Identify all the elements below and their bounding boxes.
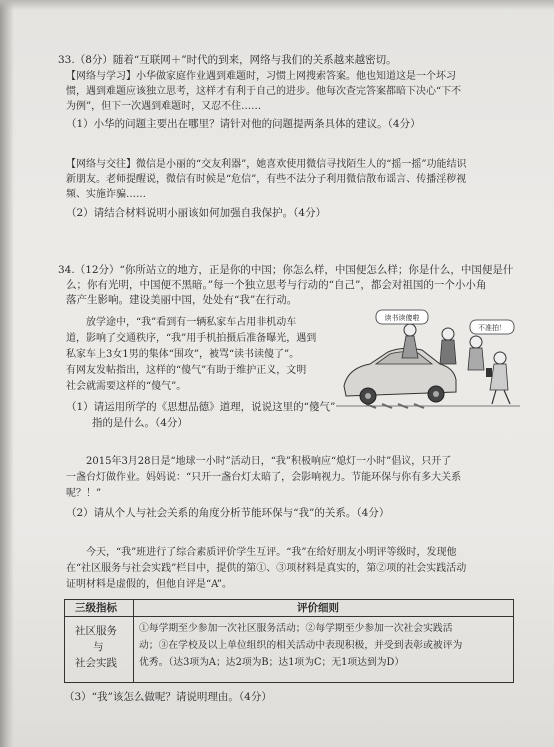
q34-story2-line2: 一盏台灯做作业。妈妈说：“只开一盏台灯太暗了，会影响视力。节能环保与你有多大关系 — [66, 472, 462, 483]
q33-question-1: （1）小华的问题主要出在哪里？请针对他的问题提两条具体的建议。（4分） — [66, 118, 421, 130]
q34-question-3: （3）“我”该怎么做呢？请说明理由。（4分） — [64, 691, 272, 703]
q34-intro-line3: 落产生影响。建设美丽中国，处处有“我”在行动。 — [66, 294, 298, 306]
cartoon-illustration — [336, 308, 520, 412]
q34-story3-line1: 今天，“我”班进行了综合素质评价学生互评。“我”在给好朋友小明评等级时，发现他 — [86, 547, 457, 558]
page-edge-shadow — [0, 0, 14, 747]
q33-intro: 33.（8分）随着“互联网＋”时代的到来，网络与我们的关系越来越密切。 — [58, 54, 397, 66]
q34-question-2: （2）请从个人与社会关系的角度分析节能环保与“我”的关系。（4分） — [66, 507, 390, 519]
q34-question-1-line2: 指的是什么。（4分） — [92, 417, 188, 429]
table-row-label-3: 社会实践 — [75, 657, 117, 669]
q33-p2-line1: 【网络与交往】微信是小丽的“交友利器”，她喜欢使用微信寻找陌生人的“摇一摇”功能结识 — [66, 159, 467, 170]
q34-story2-line1: 2015年3月28日是“地球一小时”活动日，“我”积极响应“熄灯一小时”倡议，只开了 — [86, 456, 452, 467]
evaluation-table — [64, 599, 514, 683]
q34-story1-line5: 社会就需要这样的“傻气”。 — [66, 381, 187, 392]
q34-story3-line3: 证明材料是虚假的，但他自评是“A”。 — [66, 579, 232, 590]
table-row-label-1: 社区服务 — [75, 625, 117, 637]
table-row-content-1: ①每学期至少参加一次社区服务活动；②每学期至少参加一次社会实践活 — [139, 623, 453, 634]
q33-p2-line3: 频、实施诈骗…… — [66, 189, 146, 200]
q34-story1-line2: 道，影响了交通秩序，“我”用手机拍摄后准备曝光，遇到 — [66, 333, 317, 344]
table-col2-header: 评价细则 — [297, 602, 339, 614]
page-top-shadow — [0, 0, 554, 10]
table-row-label-2: 与 — [93, 641, 104, 653]
table-row-content-3: 优秀。（达3项为A；达2项为B；达1项为C；无1项达到为D） — [139, 657, 405, 668]
q34-intro-line1: 34.（12分）“你所站立的地方，正是你的中国；你怎么样，中国便怎么样；你是什么，中国便是什 — [58, 264, 514, 276]
q33-p1-line3: 为例”，但下一次遇到难题时，又忍不住…… — [66, 101, 262, 112]
q33-p1-line2: 惯，遇到难题应该独立思考，这样才有利于自己的进步。他每次查完答案都暗下决心“下不 — [66, 86, 462, 97]
q34-story3-line2: 在“社区服务与社会实践”栏目中，提供的第①、③项材料是真实的，第②项的社会实践活动 — [66, 563, 467, 574]
q34-story1-line1: 放学途中，“我”看到有一辆私家车占用非机动车 — [86, 317, 297, 328]
q33-p2-line2: 新朋友。老师提醒说，微信有时候是“危信”，有些不法分子利用微信散布谣言、传播淫秽视 — [66, 174, 467, 185]
bubble-1-text: 读书读傻啦 — [384, 314, 420, 322]
q34-story1-line4: 有网友发帖指出，这样的“傻气”有助于维护正义，文明 — [66, 365, 307, 376]
table-divider — [133, 600, 134, 682]
table-row-content-2: 动；③在学校及以上单位组织的相关活动中表现积极，并受到表彰或被评为 — [139, 640, 463, 651]
q34-story2-line3: 呢？！” — [66, 488, 102, 499]
q33-question-2: （2）请结合材料说明小丽该如何加强自我保护。（4分） — [66, 207, 327, 219]
q34-question-1-line1: （1）请运用所学的《思想品德》道理，说说这里的“傻气” — [66, 401, 336, 413]
q34-intro-line2: 么；你有光明，中国便不黑暗。”每一个独立思考与行动的“自己”，都会对祖国的一个小小角 — [66, 279, 487, 291]
table-col1-header: 三级指标 — [75, 602, 117, 614]
bubble-2-text: 不准拍！ — [478, 324, 506, 332]
q34-story1-line3: 私家车上3女1男的集体“围攻”，被骂“读书读傻了”。 — [66, 349, 300, 360]
q33-p1-line1: 【网络与学习】小华做家庭作业遇到难题时，习惯上网搜索答案。他也知道这是一个坏习 — [66, 71, 456, 82]
